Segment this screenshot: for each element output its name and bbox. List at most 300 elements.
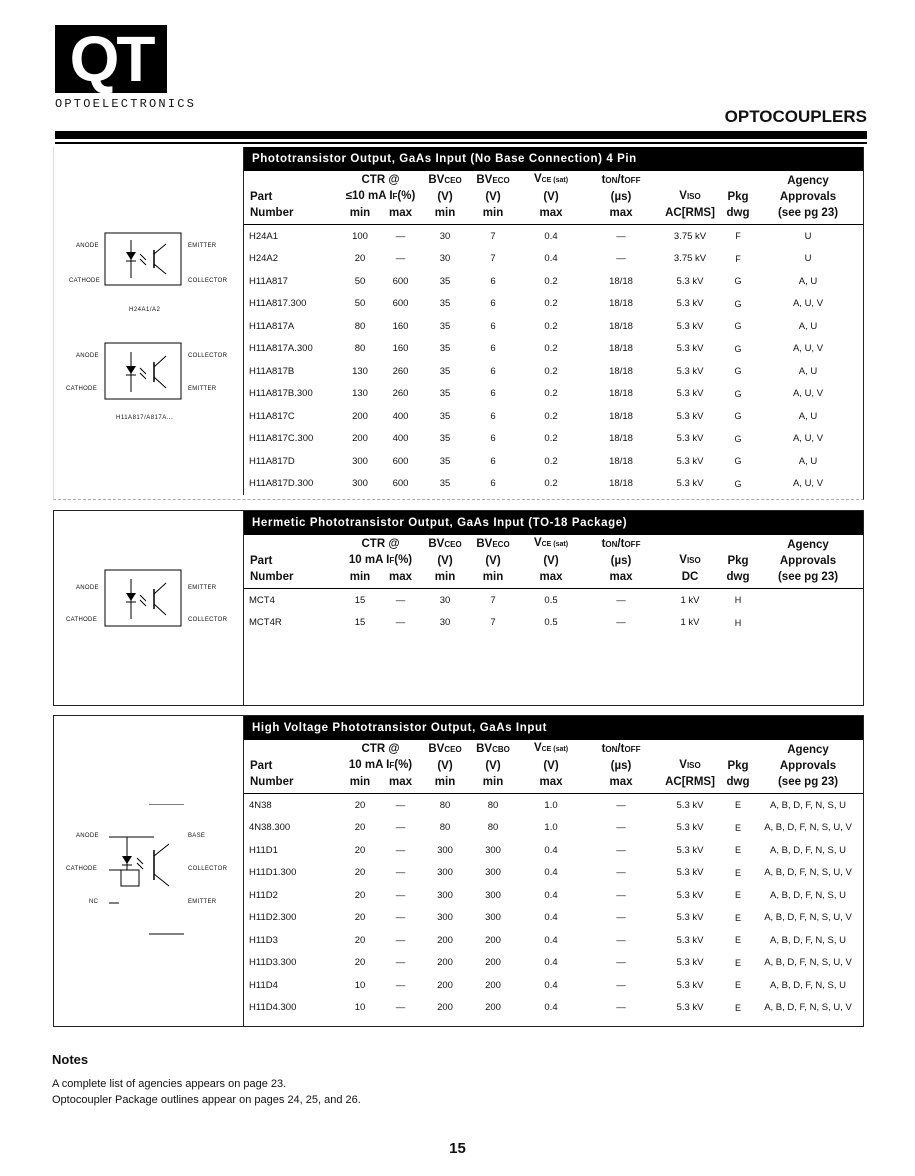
header-subscript: OFF <box>624 745 641 754</box>
table-cell: H11D1.300 <box>249 867 297 879</box>
table-cell: — <box>616 594 626 606</box>
table-cell: — <box>395 594 406 606</box>
table-cell: H11A817 <box>249 275 288 287</box>
table-cell: E <box>735 867 742 878</box>
table-cell: 200 <box>352 433 368 445</box>
header-text: Pkg <box>727 555 749 567</box>
table-row <box>244 293 863 316</box>
table-cell: 5.3 kV <box>676 844 704 856</box>
table-cell: H11A817B <box>249 365 295 377</box>
table-cell: 0.4 <box>544 979 558 991</box>
header-text: (V) <box>485 191 501 203</box>
table-cell: 5.3 kV <box>676 433 704 445</box>
table-row <box>244 952 863 975</box>
header-text: BV <box>476 538 493 550</box>
header-text: CTR @ <box>361 173 400 186</box>
table-cell: 100 <box>352 230 368 242</box>
schematic-area <box>54 716 243 1028</box>
table-cell: G <box>734 343 742 354</box>
table-cell: A, B, D, F, N, S, U <box>770 844 847 856</box>
table-cell: 18/18 <box>609 455 633 467</box>
table-cell: 6 <box>490 433 496 445</box>
table-cell: 80 <box>487 822 499 834</box>
spec-table <box>244 740 863 1019</box>
header-text: (%) <box>397 189 416 202</box>
table-cell: 18/18 <box>609 433 633 445</box>
table-cell: H11A817C <box>249 410 295 422</box>
col-header-part <box>244 740 340 794</box>
table-cell: A, U <box>798 275 818 287</box>
table-cell: 30 <box>439 253 451 265</box>
page-number: 15 <box>449 1140 466 1157</box>
table-cell: 5.3 kV <box>676 298 704 310</box>
table-row <box>244 997 863 1020</box>
table-cell: U <box>804 253 812 265</box>
table-cell: — <box>395 822 406 834</box>
header-text: max <box>609 207 633 219</box>
table-cell: 6 <box>490 343 496 355</box>
table-cell: 5.3 kV <box>676 343 704 355</box>
header-text: max <box>539 776 563 788</box>
pin-label: COLLECTOR <box>188 353 228 359</box>
table-cell: 20 <box>354 799 366 811</box>
table-cell: A, B, D, F, N, S, U <box>770 979 847 991</box>
pin-label: COLLECTOR <box>188 617 228 623</box>
col-header-bveco <box>469 740 517 794</box>
table-cell: H11D4.300 <box>249 1002 297 1014</box>
table-cell: 18/18 <box>609 298 633 310</box>
header-text: BV <box>428 538 445 550</box>
table-cell: 5.3 kV <box>676 455 704 467</box>
pin-label: NC <box>89 899 99 905</box>
header-text: /t <box>617 743 625 755</box>
header-text: AC[RMS] <box>665 776 715 788</box>
table-cell: A, B, D, F, N, S, U <box>770 889 847 901</box>
table-cell: 0.2 <box>544 365 558 377</box>
header-text: t <box>601 174 606 186</box>
header-text: t <box>601 538 606 550</box>
header-text: V <box>533 537 542 549</box>
table-cell: 6 <box>490 410 496 422</box>
col-header-ctr-min: min <box>340 774 380 794</box>
col-header-vce <box>517 535 585 589</box>
table-cell: H11A817B.300 <box>249 388 313 400</box>
table-cell: H11D3.300 <box>249 957 297 969</box>
header-text: max <box>609 776 633 788</box>
company-logo: QT <box>55 25 167 93</box>
table-cell: 20 <box>354 253 366 265</box>
table-cell: — <box>395 957 406 969</box>
optocoupler-schematic-icon <box>104 342 184 402</box>
note-line: Optocoupler Package outlines appear on pages 24, 25, and 26. <box>52 1094 361 1106</box>
table-cell: 130 <box>352 365 368 377</box>
table-cell: 50 <box>354 298 366 310</box>
header-text: Number <box>250 776 294 788</box>
table-cell: 200 <box>485 934 501 946</box>
table-cell: 6 <box>490 455 496 467</box>
optocoupler-schematic-icon <box>104 232 184 287</box>
col-header-ctr-min: min <box>340 569 380 589</box>
table-cell: 20 <box>354 867 366 879</box>
page-section-title: OPTOCOUPLERS <box>724 107 867 126</box>
table-cell: 3.75 kV <box>673 253 707 265</box>
header-text: V <box>533 742 542 754</box>
table-cell: — <box>395 230 406 242</box>
table-cell: 300 <box>485 867 501 879</box>
table-cell: 7 <box>490 594 496 606</box>
table-cell: A, B, D, F, N, S, U, V <box>764 867 852 879</box>
header-subscript: ISO <box>686 192 701 201</box>
table-cell: 130 <box>352 388 368 400</box>
table-cell: 35 <box>439 298 451 310</box>
header-text: min <box>434 207 456 219</box>
table-row <box>244 383 863 406</box>
table-cell: 300 <box>485 844 501 856</box>
table-cell: 30 <box>439 230 451 242</box>
header-text: /t <box>617 538 625 550</box>
table-cell: E <box>735 845 742 856</box>
table-cell: 80 <box>354 320 366 332</box>
table-cell: F <box>735 231 741 242</box>
header-subscript: CEO <box>444 745 462 754</box>
header-text: BV <box>476 174 493 186</box>
table-row <box>244 225 863 248</box>
table-cell: 300 <box>437 867 453 879</box>
table-cell: A, U, V <box>792 388 824 400</box>
header-subscript: ISO <box>686 556 701 565</box>
table-cell: — <box>395 979 406 991</box>
table-cell: 0.2 <box>544 410 558 422</box>
header-text: min <box>434 776 456 788</box>
table-cell: 300 <box>437 889 453 901</box>
table-cell: — <box>395 799 406 811</box>
header-subscript: ON <box>605 176 618 185</box>
col-header-bveco <box>469 535 517 589</box>
header-text: (V) <box>543 760 559 772</box>
table-row <box>244 248 863 271</box>
col-header-vce <box>517 740 585 794</box>
header-text: (µs) <box>610 555 632 567</box>
table-cell: 6 <box>490 298 496 310</box>
table-cell: MCT4R <box>249 617 282 629</box>
table-cell: 0.2 <box>544 388 558 400</box>
table-cell: 300 <box>437 844 453 856</box>
header-text: Part <box>250 760 273 772</box>
table-cell: G <box>734 388 742 399</box>
table-cell: 0.2 <box>544 298 558 310</box>
table-cell: G <box>734 456 742 467</box>
table-cell: 20 <box>354 934 366 946</box>
pin-label: EMITTER <box>188 585 217 591</box>
col-header-ctr-max: max <box>380 205 421 225</box>
table-row <box>244 360 863 383</box>
header-text: (see pg 23) <box>777 207 839 219</box>
table-cell: 300 <box>485 912 501 924</box>
table-cell: 5.3 kV <box>676 388 704 400</box>
table-cell: E <box>735 935 742 946</box>
table-cell: A, U <box>798 410 818 422</box>
table-cell: 400 <box>392 410 409 422</box>
table-cell: A, B, D, F, N, S, U <box>770 799 847 811</box>
table-row <box>244 839 863 862</box>
table-cell: H11D2.300 <box>249 912 297 924</box>
header-text: Part <box>250 555 273 567</box>
table-cell: 18/18 <box>609 320 633 332</box>
header-text: max <box>539 571 563 583</box>
table-cell: 4N38 <box>249 799 272 811</box>
table-cell: 20 <box>354 889 366 901</box>
header-subscript: OFF <box>624 176 641 185</box>
pin-label: CATHODE <box>66 386 97 392</box>
table-cell: H11D2 <box>249 889 278 901</box>
table-cell: 0.2 <box>544 275 558 287</box>
spec-table <box>244 171 863 495</box>
header-text: DC <box>681 571 699 583</box>
header-text: dwg <box>726 776 750 788</box>
col-header-pkg <box>723 535 753 589</box>
pin-label: CATHODE <box>69 278 100 284</box>
col-header-pkg <box>723 740 753 794</box>
header-text: Approvals <box>779 760 837 772</box>
table-cell: 7 <box>490 617 496 629</box>
table-cell: 5.3 kV <box>676 822 704 834</box>
header-text: (V) <box>437 555 453 567</box>
header-text: V <box>679 759 687 771</box>
table-cell: 6 <box>490 388 496 400</box>
table-row <box>244 589 863 612</box>
table-cell: 5.3 kV <box>676 889 704 901</box>
table-cell: 18/18 <box>609 365 633 377</box>
header-text: Agency <box>787 175 829 187</box>
table-cell: 35 <box>439 410 451 422</box>
table-row <box>244 974 863 997</box>
col-header-ctr-max: max <box>380 569 421 589</box>
table-cell: G <box>734 366 742 377</box>
table-cell: — <box>616 1002 626 1014</box>
table-cell: A, B, D, F, N, S, U, V <box>764 1002 852 1014</box>
table-cell: 200 <box>437 1002 453 1014</box>
table-cell: 18/18 <box>609 388 633 400</box>
col-header-part <box>244 535 340 589</box>
header-text: V <box>679 190 687 202</box>
table-cell: 18/18 <box>609 478 633 490</box>
panel-hermetic-phototransistor <box>53 510 864 706</box>
pin-label: ANODE <box>76 353 99 359</box>
header-text: Approvals <box>779 555 837 567</box>
table-cell: 200 <box>485 1002 501 1014</box>
table-cell: 600 <box>392 298 409 310</box>
table-cell: 300 <box>437 912 453 924</box>
pin-label: CATHODE <box>66 617 97 623</box>
col-header-bveco <box>469 171 517 225</box>
table-cell: 20 <box>354 957 366 969</box>
table-row <box>244 270 863 293</box>
table-cell: 20 <box>354 844 366 856</box>
table-cell: 30 <box>439 594 451 606</box>
header-text: CTR @ <box>361 742 400 755</box>
header-subscript: ECO <box>492 176 510 185</box>
table-cell: 35 <box>439 478 451 490</box>
table-cell: H <box>734 617 742 628</box>
col-header-bvceo <box>421 535 469 589</box>
table-cell: 80 <box>439 799 451 811</box>
table-cell: 35 <box>439 388 451 400</box>
pin-label: BASE <box>188 833 206 839</box>
pin-label: EMITTER <box>188 386 217 392</box>
table-cell: 0.2 <box>544 455 558 467</box>
col-header-viso <box>657 171 723 225</box>
table-cell: 35 <box>439 343 451 355</box>
col-header-viso <box>657 740 723 794</box>
table-cell: G <box>734 298 742 309</box>
table-cell: 160 <box>392 343 409 355</box>
notes-heading: Notes <box>52 1052 89 1067</box>
table-cell: E <box>735 980 742 991</box>
optocoupler-schematic-icon <box>104 569 184 629</box>
header-text: max <box>539 207 563 219</box>
table-cell: E <box>735 1002 742 1013</box>
col-header-ton-toff <box>585 535 657 589</box>
table-cell: H11A817D <box>249 455 295 467</box>
col-header-agency <box>753 740 863 794</box>
table-cell: 5.3 kV <box>676 912 704 924</box>
table-cell: 5.3 kV <box>676 957 704 969</box>
table-cell: H11D4 <box>249 979 278 991</box>
package-caption: H11A817/A817A... <box>116 415 174 421</box>
table-cell: H11A817A.300 <box>249 343 313 355</box>
header-subscript: OFF <box>624 540 641 549</box>
table-cell: 5.3 kV <box>676 410 704 422</box>
header-subscript: CBO <box>492 745 510 754</box>
table-cell: G <box>734 478 742 489</box>
table-cell: 10 <box>354 979 366 991</box>
header-subscript: ISO <box>686 761 701 770</box>
table-cell: H24A2 <box>249 253 279 265</box>
table-row <box>244 884 863 907</box>
table-cell: — <box>616 617 626 629</box>
header-subscript: F <box>392 191 398 201</box>
table-cell: 300 <box>352 478 368 490</box>
table-cell: 1 kV <box>680 617 700 629</box>
table-cell: A, B, D, F, N, S, U <box>770 934 847 946</box>
col-header-ctr-max: max <box>380 774 421 794</box>
header-text: V <box>679 554 687 566</box>
col-header-pkg <box>723 171 753 225</box>
table-cell: G <box>734 276 742 287</box>
table-cell: — <box>395 912 406 924</box>
table-cell: A, U <box>798 455 818 467</box>
table-cell: — <box>616 253 626 265</box>
table-cell: 80 <box>354 343 366 355</box>
header-subscript: ON <box>605 540 618 549</box>
header-text: Agency <box>787 539 829 551</box>
header-text: (µs) <box>610 191 632 203</box>
table-cell: — <box>616 799 626 811</box>
schematic-area <box>54 511 243 707</box>
header-text: (V) <box>543 191 559 203</box>
header-text: (V) <box>437 760 453 772</box>
table-cell: 5.3 kV <box>676 979 704 991</box>
table-row <box>244 405 863 428</box>
header-text: Part <box>250 191 273 203</box>
col-header-bvceo <box>421 740 469 794</box>
col-header-part <box>244 171 340 225</box>
header-text: dwg <box>726 207 750 219</box>
schematic-area <box>54 147 243 500</box>
header-row <box>244 535 863 569</box>
col-header-bvceo <box>421 171 469 225</box>
table-cell: 5.3 kV <box>676 478 704 490</box>
company-logo-subtext: OPTOELECTRONICS <box>55 97 197 111</box>
table-cell: 35 <box>439 455 451 467</box>
table-cell: H <box>734 595 742 606</box>
table-cell: H11D3 <box>249 934 278 946</box>
table-cell: — <box>395 1002 406 1014</box>
header-text: ≤10 mA I <box>345 189 393 202</box>
header-text: min <box>482 571 504 583</box>
table-cell: 0.5 <box>544 617 558 629</box>
col-header-ton-toff <box>585 171 657 225</box>
panel-high-voltage-phototransistor <box>53 715 864 1027</box>
table-cell: 200 <box>485 979 501 991</box>
header-text: (V) <box>437 191 453 203</box>
table-cell: 0.4 <box>544 957 558 969</box>
table-cell: 6 <box>490 478 496 490</box>
table-cell: — <box>395 253 406 265</box>
spec-table-area <box>243 511 863 705</box>
table-cell: G <box>734 321 742 332</box>
pin-label: COLLECTOR <box>188 866 228 872</box>
table-title-bar: Phototransistor Output, GaAs Input (No Base Connection) 4 Pin <box>244 147 863 171</box>
panel-phototransistor-4pin <box>53 147 864 500</box>
table-title-bar: Hermetic Phototransistor Output, GaAs Input (TO-18 Package) <box>244 511 863 535</box>
table-cell: F <box>735 253 741 264</box>
table-cell: E <box>735 822 742 833</box>
table-cell: — <box>616 844 626 856</box>
table-cell: 200 <box>437 979 453 991</box>
table-cell: 0.5 <box>544 594 558 606</box>
table-cell: H11A817C.300 <box>249 433 314 445</box>
table-cell: 80 <box>487 799 499 811</box>
header-text: (%) <box>394 553 413 566</box>
header-subscript: ECO <box>492 540 510 549</box>
table-cell: H11A817A <box>249 320 295 332</box>
table-title-bar: High Voltage Phototransistor Output, GaAs Input <box>244 716 863 740</box>
table-cell: 1.0 <box>544 799 558 811</box>
optocoupler-schematic-icon <box>109 804 184 936</box>
header-text: Pkg <box>727 191 749 203</box>
table-cell: A, B, D, F, N, S, U, V <box>764 912 852 924</box>
pin-label: EMITTER <box>188 899 217 905</box>
table-cell: — <box>616 867 626 879</box>
table-cell: — <box>395 867 406 879</box>
col-header-ctr <box>340 171 421 205</box>
table-cell: 15 <box>354 594 366 606</box>
table-row <box>244 315 863 338</box>
table-cell: H11D1 <box>249 844 278 856</box>
note-line: A complete list of agencies appears on page 23. <box>52 1078 287 1090</box>
header-row <box>244 171 863 205</box>
col-header-agency <box>753 535 863 589</box>
table-cell: 0.4 <box>544 844 558 856</box>
pin-label: EMITTER <box>188 243 217 249</box>
header-subscript: CEO <box>444 540 462 549</box>
header-text: min <box>482 776 504 788</box>
header-text: /t <box>617 174 625 186</box>
col-header-ctr-min: min <box>340 205 380 225</box>
table-cell: 3.75 kV <box>673 230 707 242</box>
header-subscript: ON <box>605 745 618 754</box>
